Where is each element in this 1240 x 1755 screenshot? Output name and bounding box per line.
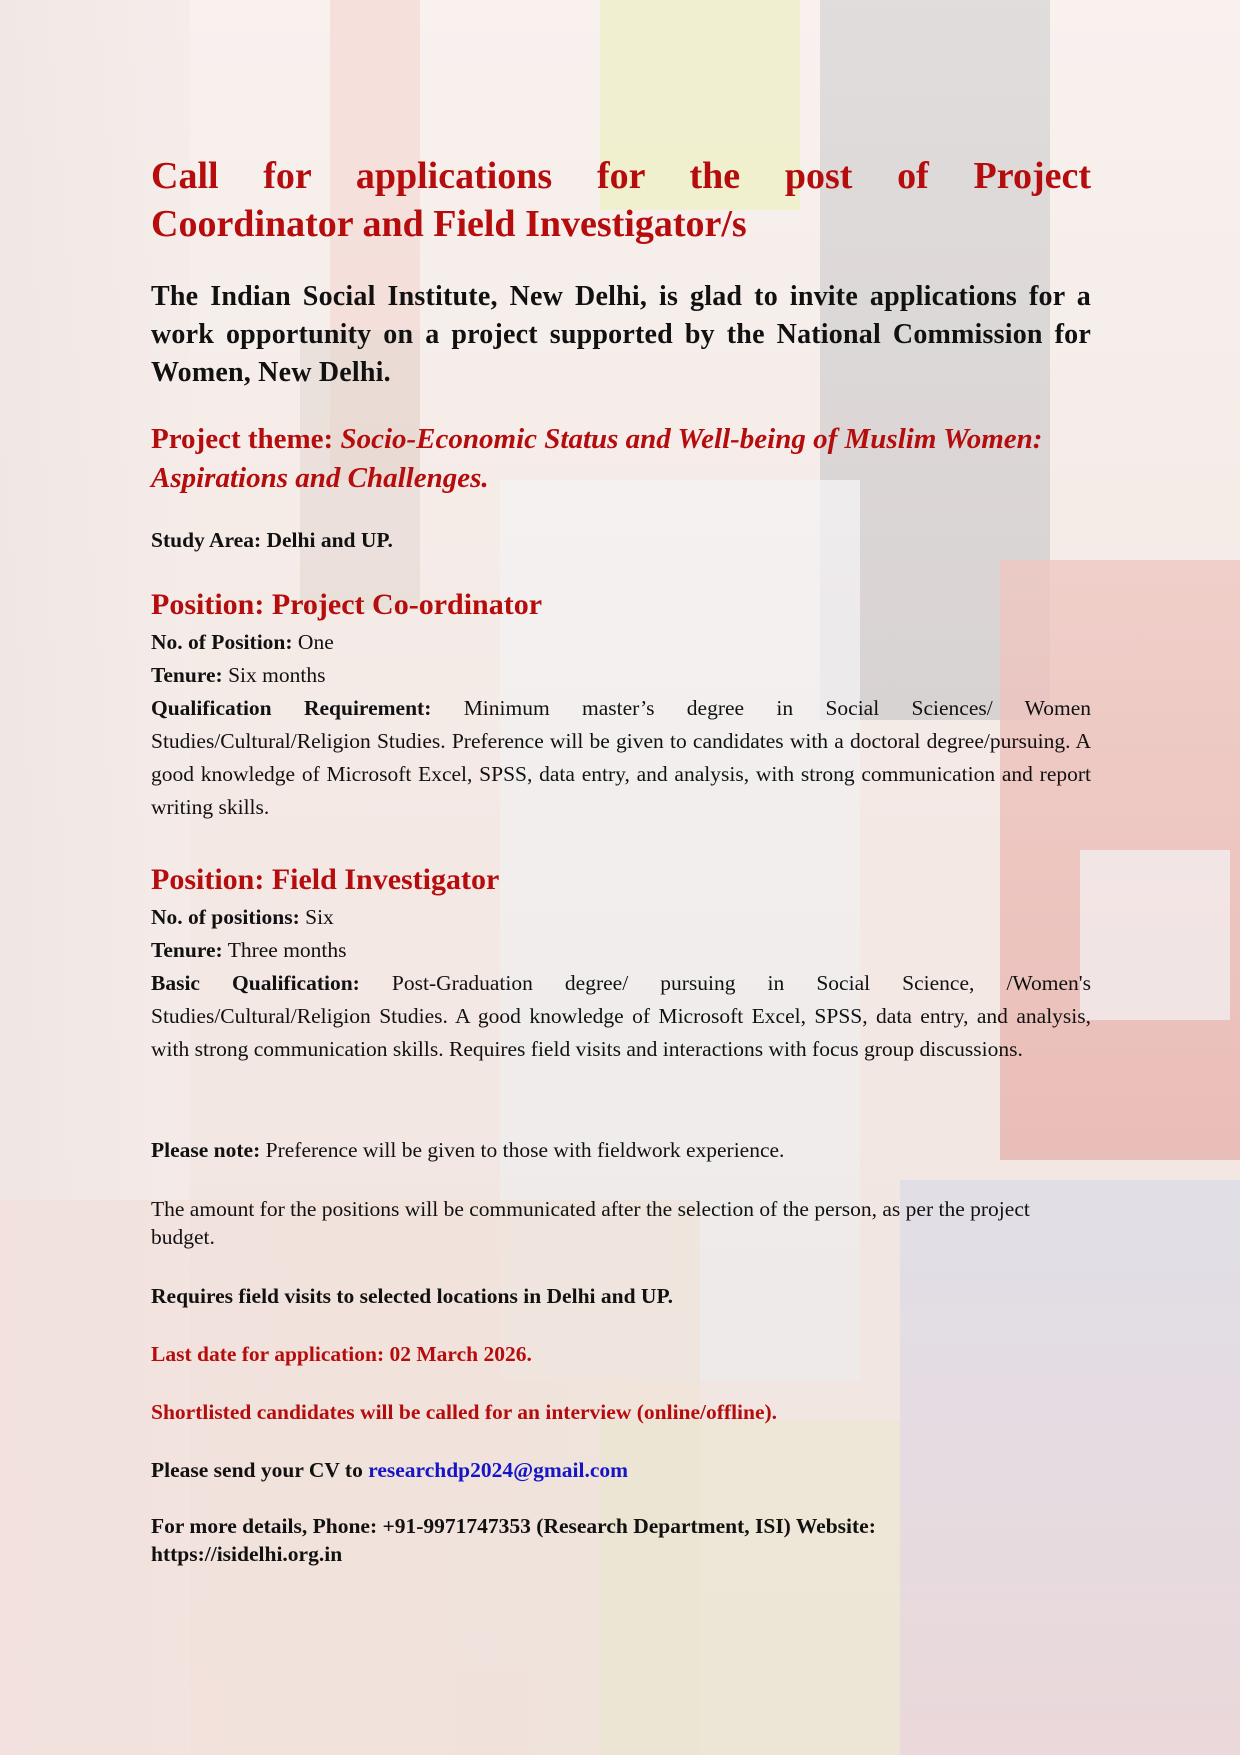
position-count: No. of Position: One bbox=[151, 630, 334, 654]
title-line-2: Coordinator and Field Investigator/s bbox=[151, 203, 747, 245]
position-details-field-investigator bbox=[151, 901, 1091, 1066]
study-area: Study Area: Delhi and UP. bbox=[151, 528, 393, 552]
title-line-1: Call for applications for the post of Project bbox=[151, 155, 1091, 197]
last-date: Last date for application: 02 March 2026. bbox=[151, 1342, 532, 1366]
send-cv-label: Please send your CV to bbox=[151, 1458, 363, 1482]
project-theme bbox=[151, 420, 1091, 498]
position-count: No. of positions: Six bbox=[151, 905, 334, 929]
intro-paragraph: The Indian Social Institute, New Delhi, is glad to invite applications for a work opportunity on a project supported by the National Commission for Women, New Delhi. bbox=[151, 281, 1091, 388]
contact-details bbox=[151, 1512, 1091, 1568]
website-link[interactable]: https://isidelhi.org.in bbox=[151, 1542, 343, 1566]
contact-phone: For more details, Phone: +91-9971747353 (Research Department, ISI) Website: bbox=[151, 1514, 876, 1538]
position-heading-field-investigator: Position: Field Investigator bbox=[151, 863, 500, 896]
project-theme-label: Project theme: bbox=[151, 423, 334, 455]
position-qualification: Qualification Requirement: Minimum master’s degree in Social Sciences/ Women Studies/Cultural/Religion Studies. Preference will be given to candidates with a doctoral degree/pursuing. A good knowledge of Microsoft Excel, SPSS, data entry, and analysis, with strong communication and report writing skills. bbox=[151, 696, 1091, 819]
shortlisted-note: Shortlisted candidates will be called for an interview (online/offline). bbox=[151, 1400, 778, 1424]
please-note: Please note: Preference will be given to those with fieldwork experience. bbox=[151, 1138, 785, 1162]
send-cv bbox=[151, 1454, 1091, 1487]
project-theme-value: Socio-Economic Status and Well-being of Muslim Women: Aspirations and Challenges. bbox=[151, 423, 1043, 494]
page-title bbox=[151, 152, 1091, 248]
position-qualification: Basic Qualification: Post-Graduation degree/ pursuing in Social Science, /Women's Studies/Cultural/Religion Studies. A good knowledge of Microsoft Excel, SPSS, data entry, and analysis, with strong communication skills. Requires field visits and interactions with focus group discussions. bbox=[151, 971, 1091, 1061]
position-tenure: Tenure: Three months bbox=[151, 938, 347, 962]
position-tenure: Tenure: Six months bbox=[151, 663, 326, 687]
email-link[interactable]: researchdp2024@gmail.com bbox=[368, 1458, 629, 1482]
position-heading-coordinator: Position: Project Co-ordinator bbox=[151, 588, 543, 621]
position-details-coordinator bbox=[151, 626, 1091, 824]
field-visits-note: Requires field visits to selected locations in Delhi and UP. bbox=[151, 1284, 673, 1308]
amount-note: The amount for the positions will be communicated after the selection of the person, as per the project budget. bbox=[151, 1197, 1030, 1249]
